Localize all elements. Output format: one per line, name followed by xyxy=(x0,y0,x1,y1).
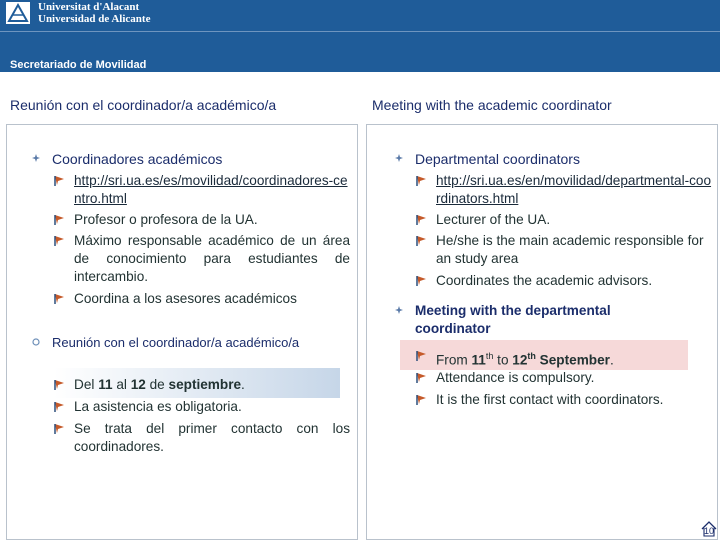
coordinators-heading: Coordinadores académicos xyxy=(52,150,222,168)
list-item: La asistencia es obligatoria. xyxy=(74,398,350,416)
flag-bullet-icon xyxy=(416,175,427,186)
right-column-title: Meeting with the academic coordinator xyxy=(372,97,612,113)
list-item: He/she is the main academic responsible for an study area xyxy=(436,232,712,268)
list-item: Se trata del primer contacto con los coordinadores. xyxy=(74,420,350,456)
meeting-heading-en: Meeting with the departmental coordinator xyxy=(415,302,655,338)
list-item: Lecturer of the UA. xyxy=(436,211,712,229)
list-item: Máximo responsable académico de un área de conocimiento para estudiantes de intercambio. xyxy=(74,232,350,286)
page-number[interactable]: 10 xyxy=(700,520,718,538)
flag-bullet-icon xyxy=(54,379,65,390)
flag-bullet-icon xyxy=(416,372,427,383)
flag-bullet-icon xyxy=(54,401,65,412)
university-logo-icon xyxy=(6,2,30,24)
left-column-title: Reunión con el coordinador/a académico/a xyxy=(10,97,277,113)
meeting-date-es: Del 11 al 12 de septiembre. xyxy=(74,376,350,394)
meeting-date-en: From 11th to 12th September. xyxy=(436,347,712,370)
flag-bullet-icon xyxy=(54,423,65,434)
list-item: Coordina a los asesores académicos xyxy=(74,290,350,308)
flag-bullet-icon xyxy=(416,275,427,286)
meeting-heading-es: Reunión con el coordinador/a académico/a xyxy=(52,334,299,352)
flag-bullet-icon xyxy=(54,214,65,225)
list-item[interactable] xyxy=(74,172,350,208)
sparkle-bullet-icon xyxy=(32,154,40,162)
flag-bullet-icon xyxy=(416,350,427,361)
departmental-coordinators-heading: Departmental coordinators xyxy=(415,150,580,168)
flag-bullet-icon xyxy=(416,394,427,405)
flag-bullet-icon xyxy=(416,235,427,246)
university-name-spanish: Universidad de Alicante xyxy=(38,13,151,25)
header-divider xyxy=(0,31,720,32)
flag-bullet-icon xyxy=(54,293,65,304)
sparkle-bullet-icon xyxy=(395,306,403,314)
list-item: Profesor o profesora de la UA. xyxy=(74,211,350,229)
sparkle-bullet-icon xyxy=(395,154,403,162)
section-title: Secretariado de Movilidad xyxy=(10,59,147,71)
ring-bullet-icon xyxy=(32,338,40,346)
flag-bullet-icon xyxy=(54,175,65,186)
list-item[interactable] xyxy=(436,172,712,208)
header-banner xyxy=(0,0,720,72)
coordinators-link-en[interactable]: http://sri.ua.es/en/movilidad/departmental-coordinators.html xyxy=(436,173,712,206)
flag-bullet-icon xyxy=(416,214,427,225)
list-item: Coordinates the academic advisors. xyxy=(436,272,712,290)
coordinators-link-es[interactable]: http://sri.ua.es/es/movilidad/coordinadores-centro.html xyxy=(74,173,348,206)
university-name-valencian: Universitat d'Alacant xyxy=(38,1,140,13)
list-item: It is the first contact with coordinators. xyxy=(436,391,712,409)
flag-bullet-icon xyxy=(54,235,65,246)
list-item: Attendance is compulsory. xyxy=(436,369,712,387)
